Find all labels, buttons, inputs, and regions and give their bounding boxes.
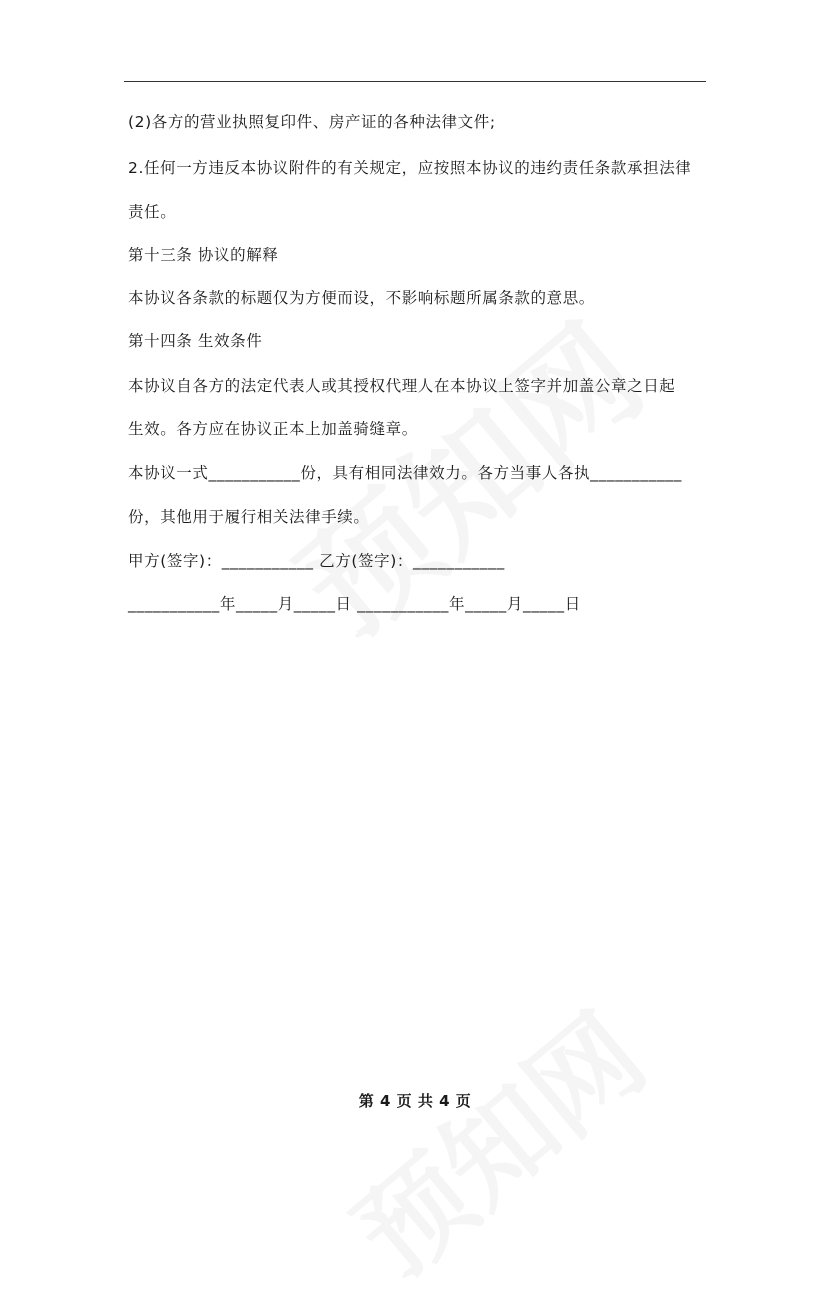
article-13-heading: 第十三条 协议的解释 bbox=[128, 246, 279, 264]
clause-paragraph-continued: 责任。 bbox=[128, 203, 177, 221]
article-14-paragraph-continued: 生效。各方应在协议正本上加盖骑缝章。 bbox=[128, 420, 418, 438]
date-line: ___________年_____月_____日 ___________年_____月_____日 bbox=[128, 595, 581, 613]
article-14-paragraph: 本协议自各方的法定代表人或其授权代理人在本协议上签字并加盖公章之日起 bbox=[128, 377, 676, 395]
attachment-item-2: (2)各方的营业执照复印件、房产证的各种法律文件; bbox=[128, 113, 496, 131]
article-14-heading: 第十四条 生效条件 bbox=[128, 332, 263, 350]
copies-paragraph-continued: 份，其他用于履行相关法律手续。 bbox=[128, 508, 370, 526]
watermark bbox=[318, 972, 672, 1305]
article-13-paragraph: 本协议各条款的标题仅为方便而设，不影响标题所属条款的意思。 bbox=[128, 289, 595, 307]
header-rule bbox=[124, 81, 706, 82]
signature-line: 甲方(签字)：___________ 乙方(签字)：___________ bbox=[128, 552, 505, 570]
clause-paragraph: 2.任何一方违反本协议附件的有关规定，应按照本协议的违约责任条款承担法律 bbox=[128, 159, 692, 177]
copies-paragraph: 本协议一式___________份，具有相同法律效力。各方当事人各执___________ bbox=[128, 464, 683, 482]
page-number: 第 4 页 共 4 页 bbox=[358, 1092, 472, 1110]
